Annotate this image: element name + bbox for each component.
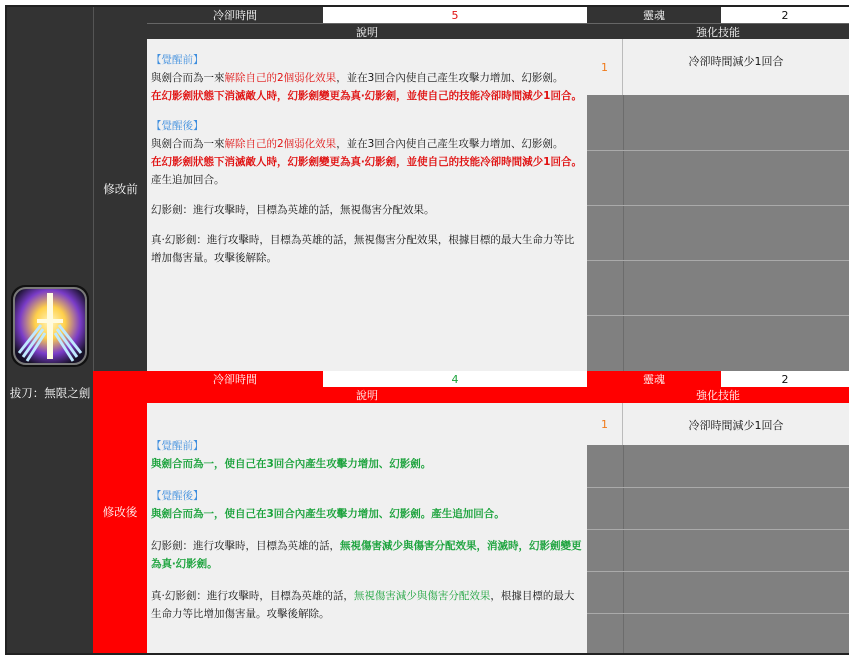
before-desc-header: 說明 bbox=[147, 23, 587, 39]
after-true-phantom-sword: 真‧幻影劍：進行攻擊時，目標為英雄的話，無視傷害減少與傷害分配效果，根據目標的最大生命力等比增加傷害量。攻擊後解除。 bbox=[151, 590, 575, 620]
after-soul-label: 靈魂 bbox=[587, 371, 721, 387]
after-label: 修改後 bbox=[93, 371, 147, 653]
before-pre-line1: 與劍合而為一來解除自己的2個弱化效果，並在3回合內使自己產生攻擊力增加、幻影劍。 bbox=[151, 72, 564, 84]
before-label: 修改前 bbox=[93, 7, 147, 371]
after-desc-header: 說明 bbox=[147, 387, 587, 403]
after-soul-value: 2 bbox=[721, 371, 849, 387]
before-pre-awaken-title: 【覺醒前】 bbox=[151, 54, 204, 66]
after-enhance-text: 冷卻時間減少1回合 bbox=[623, 403, 849, 445]
after-enhance-header: 強化技能 bbox=[587, 387, 849, 403]
before-enhance-level: 1 bbox=[587, 39, 623, 95]
before-cooldown-value: 5 bbox=[323, 7, 587, 23]
skill-change-table bbox=[5, 5, 849, 655]
before-true-phantom-sword: 真‧幻影劍：進行攻擊時，目標為英雄的話，無視傷害分配效果，根據目標的最大生命力等比增加傷害量。攻擊後解除。 bbox=[151, 234, 575, 264]
before-post-line2: 在幻影劍狀態下消滅敵人時，幻影劍變更為真‧幻影劍，並使自己的技能冷卻時間減少1回合。產生追加回合。 bbox=[151, 156, 582, 186]
before-phantom-sword: 幻影劍：進行攻擊時，目標為英雄的話，無視傷害分配效果。 bbox=[151, 204, 435, 216]
after-pre-awaken-title: 【覺醒前】 bbox=[151, 440, 204, 452]
before-description bbox=[147, 39, 587, 371]
before-soul-value: 2 bbox=[721, 7, 849, 23]
skill-name: 拔刀：無限之劍 bbox=[9, 386, 91, 400]
before-post-line1: 與劍合而為一來解除自己的2個弱化效果，並在3回合內使自己產生攻擊力增加、幻影劍。 bbox=[151, 138, 564, 150]
after-cooldown-label: 冷卻時間 bbox=[147, 371, 323, 387]
after-description bbox=[147, 403, 587, 653]
after-phantom-sword: 幻影劍：進行攻擊時，目標為英雄的話，無視傷害減少與傷害分配效果，消滅時，幻影劍變更為真‧幻影劍。 bbox=[151, 540, 582, 570]
before-soul-label: 靈魂 bbox=[587, 7, 721, 23]
before-enhance-header: 強化技能 bbox=[587, 23, 849, 39]
after-post-line1: 與劍合而為一，使自己在3回合內產生攻擊力增加、幻影劍。產生追加回合。 bbox=[151, 508, 505, 520]
skill-icon bbox=[11, 285, 89, 367]
before-enhance-text: 冷卻時間減少1回合 bbox=[623, 39, 849, 95]
before-post-awaken-title: 【覺醒後】 bbox=[151, 120, 204, 132]
after-post-awaken-title: 【覺醒後】 bbox=[151, 490, 204, 502]
before-enhance-empty bbox=[587, 95, 849, 371]
after-enhance-level: 1 bbox=[587, 403, 623, 445]
before-cooldown-label: 冷卻時間 bbox=[147, 7, 323, 23]
after-cooldown-value: 4 bbox=[323, 371, 587, 387]
before-pre-line2: 在幻影劍狀態下消滅敵人時，幻影劍變更為真‧幻影劍，並使自己的技能冷卻時間減少1回合。 bbox=[151, 90, 582, 102]
after-pre-line1: 與劍合而為一，使自己在3回合內產生攻擊力增加、幻影劍。 bbox=[151, 458, 432, 470]
after-enhance-empty bbox=[587, 445, 849, 653]
